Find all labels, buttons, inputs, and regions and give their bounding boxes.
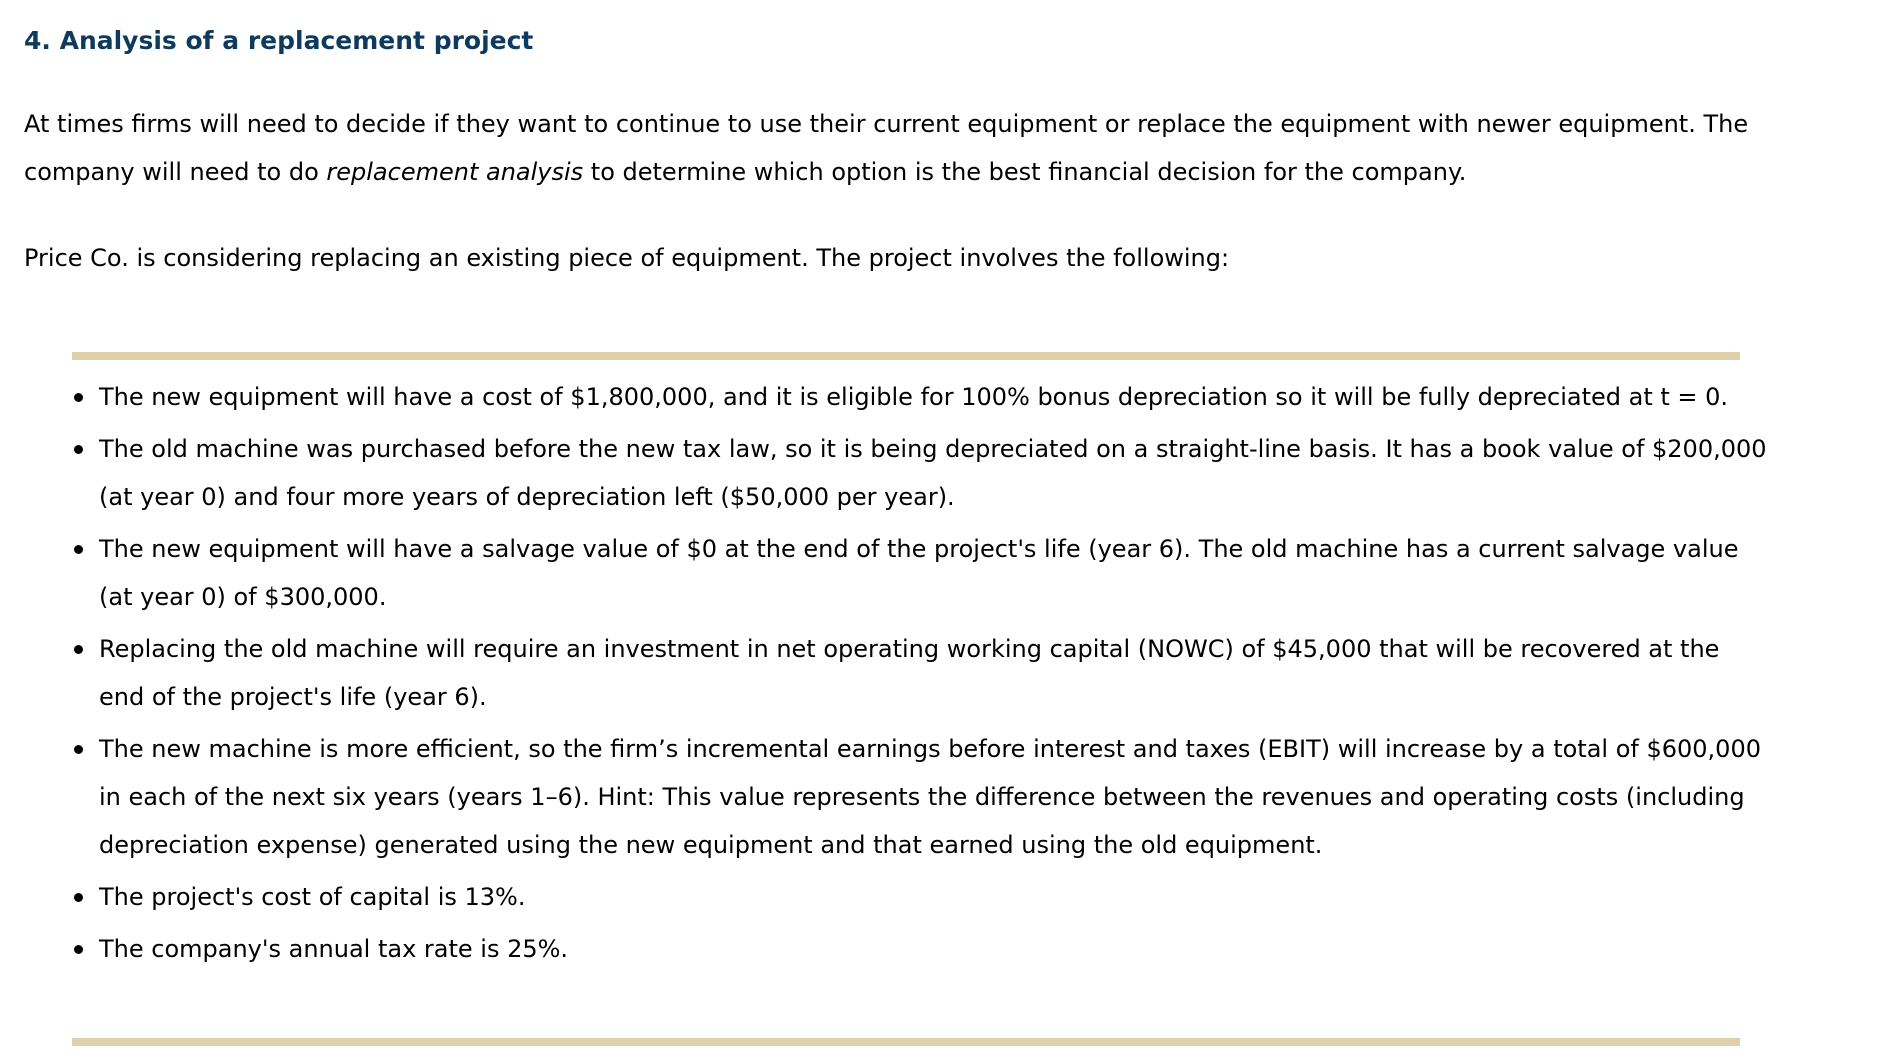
list-item-text: Replacing the old machine will require an investment in net operating working capital (NOWC) of $45,000 that will be recovered at the end of the project's life (year 6). xyxy=(99,635,1720,711)
list-item xyxy=(72,925,1772,973)
top-divider xyxy=(72,352,1740,360)
bullet-icon xyxy=(74,545,83,554)
intro-text-part1: At times firms will need to decide if they want to continue to use their current equipment or replace the equipment with newer equipment. The company will need to do xyxy=(24,110,1749,186)
list-item xyxy=(72,525,1772,621)
list-item xyxy=(72,725,1772,869)
list-item-text: The new equipment will have a cost of $1,800,000, and it is eligible for 100% bonus depreciation so it will be fully depreciated at t = 0. xyxy=(99,383,1729,411)
bullet-icon xyxy=(74,945,83,954)
list-item xyxy=(72,425,1772,521)
list-item-text: The new machine is more efficient, so the firm’s incremental earnings before interest and taxes (EBIT) will increase by a total of $600,000 in each of the next six years (years 1–6). Hint: This value represents the difference between the revenues and operating costs (including depreciation expense) generated using the new equipment and that earned using the old equipment. xyxy=(99,735,1761,859)
section-heading: 4. Analysis of a replacement project xyxy=(24,26,534,55)
bottom-divider xyxy=(72,1038,1740,1046)
lead-in-paragraph: Price Co. is considering replacing an existing piece of equipment. The project involves the following: xyxy=(24,244,1230,272)
list-item xyxy=(72,625,1772,721)
intro-paragraph xyxy=(24,100,1858,196)
list-item-text: The new equipment will have a salvage value of $0 at the end of the project's life (year 6). The old machine has a current salvage value (at year 0) of $300,000. xyxy=(99,535,1739,611)
list-item-text: The company's annual tax rate is 25%. xyxy=(99,935,569,963)
list-item-text: The project's cost of capital is 13%. xyxy=(99,883,526,911)
list-item xyxy=(72,873,1772,921)
intro-text-part2: to determine which option is the best financial decision for the company. xyxy=(583,158,1467,186)
bullet-icon xyxy=(74,745,83,754)
bullet-icon xyxy=(74,645,83,654)
intro-emphasis: replacement analysis xyxy=(326,158,584,186)
list-item-text: The old machine was purchased before the new tax law, so it is being depreciated on a straight-line basis. It has a book value of $200,000 (at year 0) and four more years of depreciation left ($50,000 per year). xyxy=(99,435,1767,511)
bullet-icon xyxy=(74,445,83,454)
list-item xyxy=(72,373,1772,421)
bullet-icon xyxy=(74,893,83,902)
bullet-icon xyxy=(74,393,83,402)
assumption-list xyxy=(72,373,1772,977)
